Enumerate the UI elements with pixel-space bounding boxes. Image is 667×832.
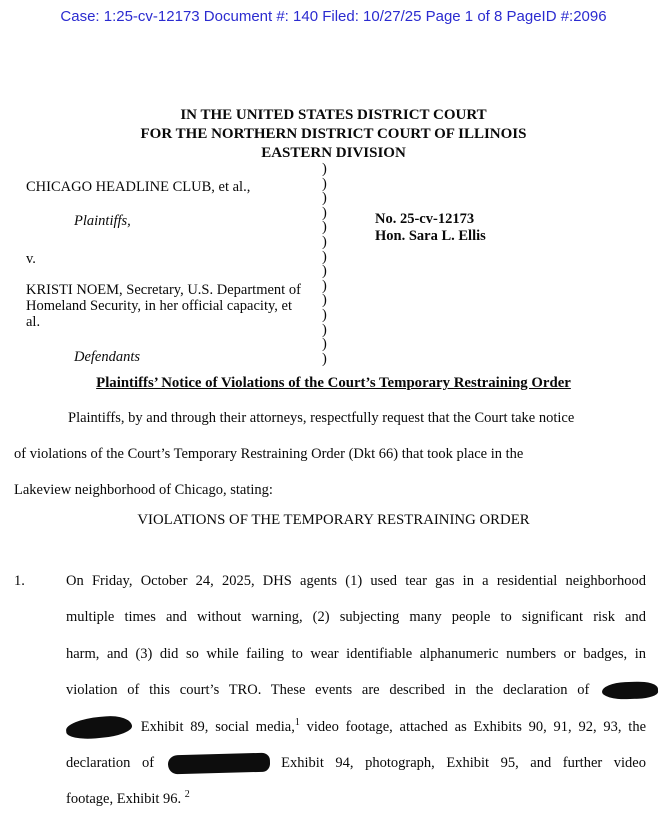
intro-line3: Lakeview neighborhood of Chicago, stating: xyxy=(14,481,273,498)
ecf-stamp-header: Case: 1:25-cv-12173 Document #: 140 Filed: 10/27/25 Page 1 of 8 PageID #:2096 xyxy=(60,8,607,25)
section-heading: VIOLATIONS OF THE TEMPORARY RESTRAINING ORDER xyxy=(137,512,530,528)
versus-label: v. xyxy=(26,251,36,267)
intro-line2: of violations of the Court’s Temporary Restraining Order (Dkt 66) that took place in the xyxy=(14,445,524,462)
plaintiff-name: CHICAGO HEADLINE CLUB, et al., xyxy=(26,179,251,195)
numbered-paragraph-1 xyxy=(14,563,646,818)
para1-line4 xyxy=(66,672,646,708)
intro-paragraph xyxy=(14,401,646,508)
defendant-line3: al. xyxy=(26,314,41,330)
paren: ) xyxy=(322,219,327,236)
caption-paren-column xyxy=(322,163,327,366)
para1-line5-text-a: Exhibit 89, social media, xyxy=(140,718,295,735)
paren: ) xyxy=(322,234,327,251)
defendant-name xyxy=(26,277,327,330)
court-title-line2: FOR THE NORTHERN DISTRICT COURT OF ILLINOIS xyxy=(140,126,527,142)
para1-line6-text-b: Exhibit 94, photograph, Exhibit 95, and further video xyxy=(281,755,646,772)
paren: ) xyxy=(322,277,327,294)
redaction-blob xyxy=(167,753,269,775)
court-title-line3: EASTERN DIVISION xyxy=(261,145,406,161)
paren: ) xyxy=(322,175,327,192)
para1-line5-text-b: video footage, attached as Exhibits 90, 91, 92, 93, the xyxy=(306,718,647,735)
defendant-line1: KRISTI NOEM, Secretary, U.S. Department of xyxy=(26,282,301,298)
paren: ) xyxy=(322,161,327,177)
paragraph-lines xyxy=(66,563,646,818)
paren: ) xyxy=(322,190,327,207)
case-caption xyxy=(14,163,656,368)
court-title-line1: IN THE UNITED STATES DISTRICT COURT xyxy=(180,107,487,123)
paren: ) xyxy=(322,350,327,367)
para1-line2: multiple times and without warning, (2) subjecting many people to significant risk and xyxy=(66,609,646,626)
paren: ) xyxy=(322,263,327,280)
para1-line3: harm, and (3) did so while failing to wear identifiable alphanumeric numbers or badges, in xyxy=(66,645,646,662)
paragraph-number: 1. xyxy=(14,573,25,589)
case-number: No. 25-cv-12173 xyxy=(375,211,475,227)
document-title: Plaintiffs’ Notice of Violations of the Court’s Temporary Restraining Order xyxy=(96,375,571,391)
para1-line5 xyxy=(66,709,646,745)
para1-line6-text-a: declaration of xyxy=(66,755,155,772)
defendant-label: Defendants xyxy=(74,349,141,365)
intro-line1: Plaintiffs, by and through their attorneys, respectfully request that the Court take notice xyxy=(68,410,575,426)
paren: ) xyxy=(322,292,327,309)
para1-line4-text: violation of this court’s TRO. These events are described in the declaration of xyxy=(66,682,590,699)
para1-line7-text: footage, Exhibit 96. xyxy=(66,791,182,808)
para1-line7 xyxy=(66,781,646,817)
redaction-blob xyxy=(65,714,133,741)
footnote-marker-1: 1 xyxy=(294,716,300,728)
paren: ) xyxy=(322,321,327,338)
court-title xyxy=(0,106,667,163)
paren: ) xyxy=(322,336,327,353)
defendant-line2: Homeland Security, in her official capacity, et xyxy=(26,298,292,314)
plaintiff-label: Plaintiffs, xyxy=(74,213,131,229)
redaction-blob xyxy=(602,681,659,700)
paren: ) xyxy=(322,204,327,221)
footnote-marker-2: 2 xyxy=(184,789,190,801)
para1-line1: On Friday, October 24, 2025, DHS agents (1) used tear gas in a residential neighborhood xyxy=(66,573,646,589)
paren: ) xyxy=(322,248,327,265)
judge-name: Hon. Sara L. Ellis xyxy=(375,228,486,244)
para1-line6 xyxy=(66,745,646,781)
paren: ) xyxy=(322,307,327,324)
